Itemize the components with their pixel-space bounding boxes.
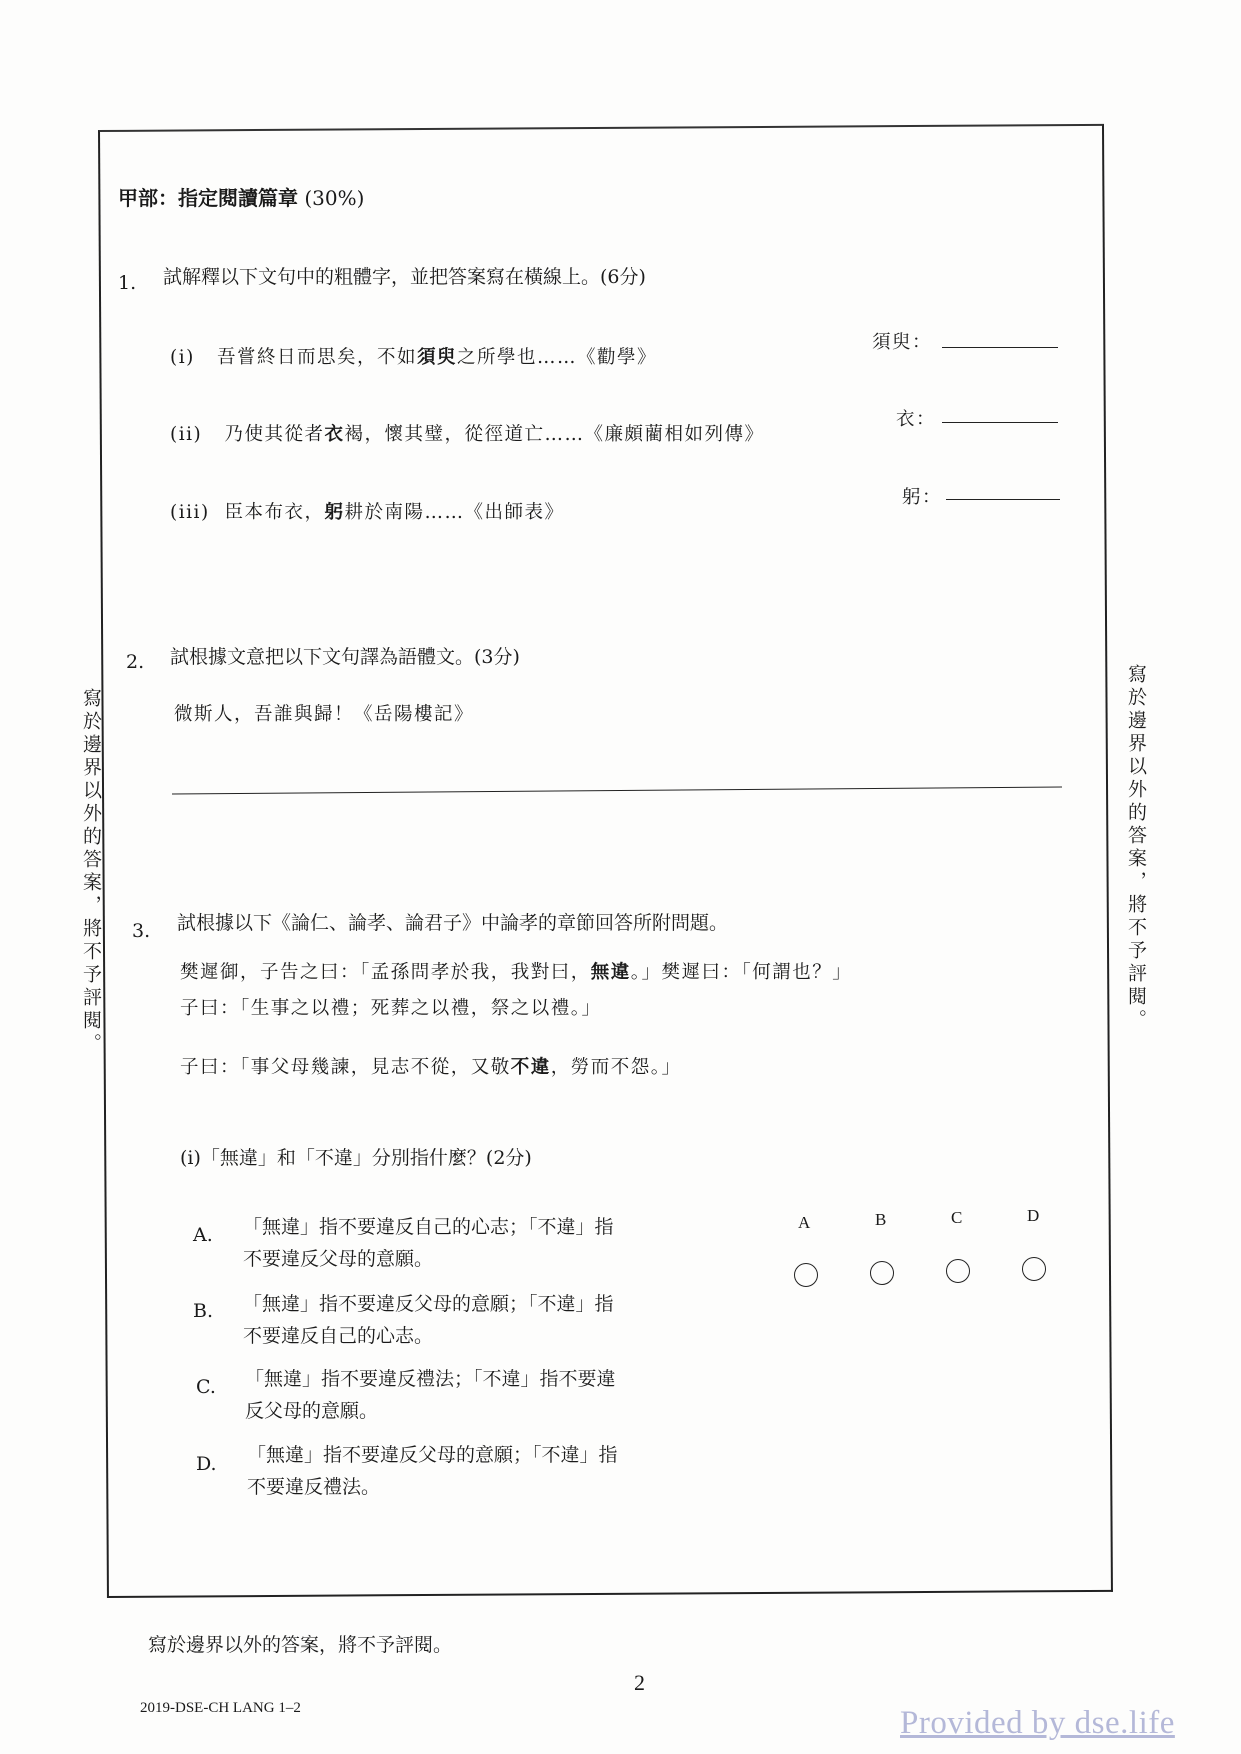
q3-passage-3-a: 子曰：「事父母幾諫，見志不從，又敬: [180, 1057, 511, 1078]
q2-number: 2.: [126, 651, 145, 673]
q1-item-3: [170, 498, 565, 524]
option-a-line1: 「無違」指不要違反自己的心志；「不違」指: [243, 1216, 614, 1238]
answer-bubble-b[interactable]: [870, 1261, 894, 1285]
watermark-link[interactable]: Provided by dse.life: [900, 1705, 1175, 1741]
q3-passage-3: [180, 1053, 682, 1079]
answer-bubble-d[interactable]: [1022, 1257, 1046, 1281]
answer-letter-d: D: [1027, 1206, 1040, 1225]
q1-item-1-num: (i): [170, 347, 195, 368]
q1-item-3-answer-label: 躬：: [902, 487, 943, 508]
q1-item-2-num: (ii): [170, 424, 203, 445]
option-b-line2: 不要違反自己的心志。: [243, 1325, 434, 1347]
answer-letter-c: C: [951, 1208, 963, 1227]
right-margin-note: 寫於邊界以外的答案，將不予評閱。: [1125, 664, 1147, 1032]
q1-item-1-answer-line[interactable]: [942, 347, 1058, 348]
q1-item-2-answer-label: 衣：: [896, 409, 937, 430]
q1-item-1-after: 之所學也……《勸學》: [457, 347, 658, 368]
option-c-line2: 反父母的意願。: [245, 1400, 379, 1422]
q3-passage-1-bold: 無違: [590, 962, 631, 983]
q3-number: 3.: [132, 920, 151, 942]
q1-item-2: [170, 420, 764, 446]
q3-passage-1: [180, 958, 852, 984]
q1-item-3-after: 耕於南陽……《出師表》: [344, 502, 565, 523]
answer-bubble-a[interactable]: [794, 1263, 818, 1287]
q3-passage-1-b: 。」樊遲曰：「何謂也？」: [630, 962, 853, 983]
q1-prompt: 試解釋以下文句中的粗體字，並把答案寫在橫線上。(6分): [163, 266, 646, 288]
option-d-line1: 「無違」指不要違反父母的意願；「不違」指: [247, 1444, 618, 1466]
q1-item-3-answer-line[interactable]: [946, 499, 1060, 500]
answer-letter-a: A: [798, 1213, 811, 1232]
q3-passage-3-b: ，勞而不怨。」: [550, 1057, 682, 1078]
q3-passage-2: 子曰：「生事之以禮；死葬之以禮，祭之以禮。」: [180, 998, 602, 1019]
q2-prompt: 試根據文意把以下文句譯為語體文。(3分): [170, 646, 520, 668]
section-label: 甲部：指定閱讀篇章: [118, 186, 298, 210]
q3-passage-3-bold: 不違: [510, 1057, 551, 1078]
answer-bubble-c[interactable]: [946, 1259, 970, 1283]
option-d-line2: 不要違反禮法。: [247, 1476, 381, 1498]
option-b-letter: B.: [193, 1300, 214, 1322]
q1-item-2-bold: 衣: [324, 424, 345, 445]
q1-item-3-num: (iii): [170, 502, 210, 523]
page-number: 2: [634, 1670, 645, 1695]
section-heading: [118, 182, 364, 211]
q3-passage-1-a: 樊遲御，子告之曰：「孟孫問孝於我，我對曰，: [180, 962, 591, 983]
option-c-line1: 「無違」指不要違反禮法；「不違」指不要違: [245, 1368, 616, 1390]
q3-prompt: 試根據以下《論仁、論孝、論君子》中論孝的章節回答所附問題。: [177, 912, 729, 934]
q1-item-2-answer-line[interactable]: [942, 422, 1058, 423]
option-b-line1: 「無違」指不要違反父母的意願；「不違」指: [243, 1293, 614, 1315]
q1-item-1-before: 吾嘗終日而思矣，不如: [217, 347, 418, 368]
q1-number: 1.: [118, 272, 137, 294]
left-margin-note: 寫於邊界以外的答案，將不予評閱。: [80, 688, 102, 1056]
q1-item-2-after: 褐，懷其璧，從徑道亡……《廉頗藺相如列傳》: [344, 424, 765, 445]
q3-sub-question: (i)「無違」和「不違」分別指什麼？(2分): [180, 1147, 532, 1169]
option-d-letter: D.: [196, 1453, 217, 1475]
q1-item-3-bold: 躬: [324, 502, 345, 523]
option-c-letter: C.: [196, 1376, 216, 1398]
q1-item-1: [170, 343, 657, 369]
q1-item-3-before: 臣本布衣，: [224, 502, 325, 523]
section-marks: (30%): [304, 186, 365, 210]
answer-letter-b: B: [875, 1210, 887, 1229]
q1-item-1-answer-label: 須臾：: [872, 332, 933, 353]
q1-item-2-before: 乃使其從者: [224, 424, 325, 445]
q2-quote: 微斯人，吾誰與歸！《岳陽樓記》: [174, 704, 475, 725]
q1-item-1-bold: 須臾: [417, 347, 458, 368]
option-a-letter: A.: [193, 1224, 213, 1246]
option-a-line2: 不要違反父母的意願。: [243, 1248, 434, 1270]
footer-note: 寫於邊界以外的答案，將不予評閱。: [148, 1634, 453, 1656]
exam-code: 2019-DSE-CH LANG 1–2: [140, 1700, 301, 1716]
